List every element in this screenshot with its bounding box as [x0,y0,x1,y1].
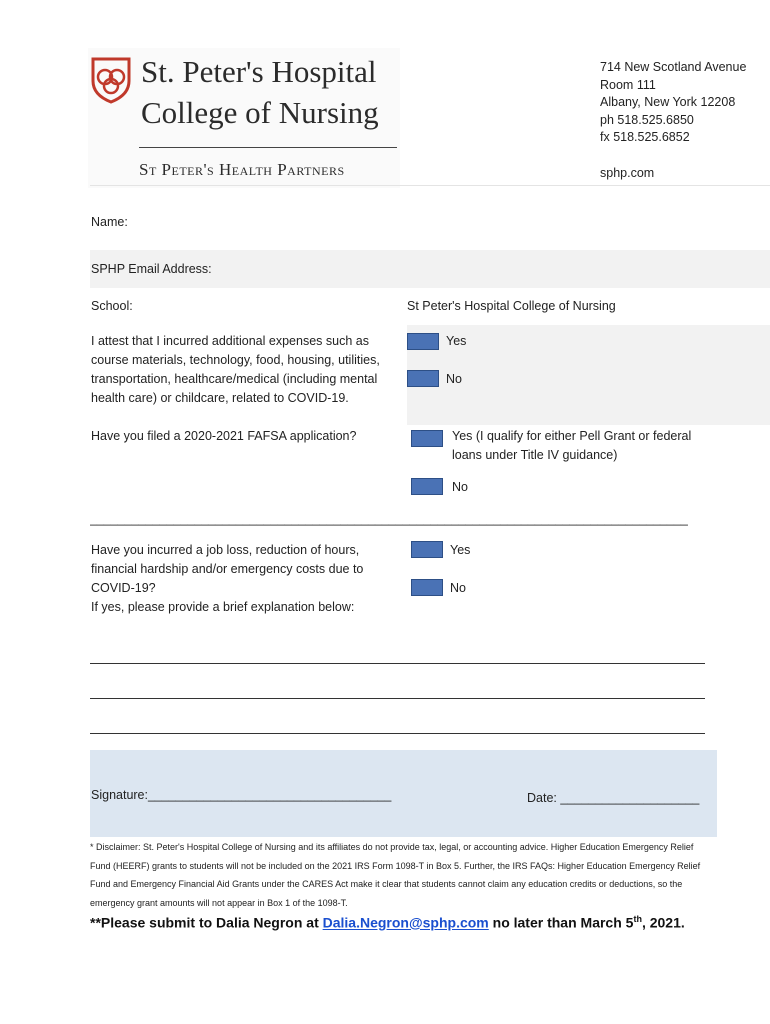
attest-no-checkbox[interactable] [407,370,439,387]
address-line: Albany, New York 12208 [600,95,736,110]
logo-divider [139,147,397,148]
hardship-question [91,541,363,617]
explanation-line-3[interactable] [90,733,705,734]
submit-middle: no later than March 5 [488,914,634,931]
hardship-no-checkbox[interactable] [411,579,443,596]
fafsa-question: Have you filed a 2020-2021 FAFSA application? [91,429,357,443]
disclaimer-text: * Disclaimer: St. Peter's Hospital College of Nursing and its affiliates do not provide tax, legal, or accounting advice. Higher Education Emergency Relief Fund (HEERF) grants to students will not be included on the 2021 IRS Form 1098-T in Box 5. Further, the IRS FAQs: Higher Education Emergency Relief Fund and Emergency Financial Aid Grants under the CARES Act make it clear that students cannot claim any education credits or deductions, so the emergency grant amounts will not appear in Box 1 of the 1098-T. [90,842,701,908]
attest-text: I attest that I incurred additional expenses such as course materials, technology, food, housing, utilities, transportation, healthcare/medical (including mental health care) or childcare, related to COVID-19. [91,334,380,405]
attest-no-label: No [446,372,462,386]
hardship-line-2: financial hardship and/or emergency costs due to [91,562,364,576]
hardship-yes-checkbox[interactable] [411,541,443,558]
address-line: ph 518.525.6850 [600,112,694,127]
logo-title-line2: College of Nursing [141,95,379,130]
hospital-emblem-icon [89,55,133,105]
hardship-line-4: If yes, please provide a brief explanation below: [91,600,355,614]
logo-title-line1: St. Peter's Hospital [141,54,377,89]
hardship-no-label: No [450,581,466,595]
address-line: Room 111 [600,77,656,92]
website-text: sphp.com [600,165,655,180]
submit-prefix: **Please submit to Dalia Negron at [90,914,323,931]
submit-suffix: , 2021. [641,914,685,931]
address-line: fx 518.525.6852 [600,130,690,145]
address-line: 714 New Scotland Avenue [600,60,747,74]
address-block [600,59,746,182]
fafsa-yes-label: Yes (I qualify for either Pell Grant or federal loans under Title IV guidance) [452,429,692,462]
hardship-line-3: COVID-19? [91,581,156,595]
name-label: Name: [91,215,128,229]
attest-yes-checkbox[interactable] [407,333,439,350]
header-separator [90,185,770,186]
school-label: School: [91,299,133,313]
contact-email-link[interactable]: Dalia.Negron@sphp.com [322,914,489,931]
email-label: SPHP Email Address: [91,262,212,276]
address-lines [600,59,746,147]
fafsa-no-label: No [452,480,468,494]
school-value: St Peter's Hospital College of Nursing [407,299,616,313]
explanation-line-2[interactable] [90,698,705,699]
explanation-line-1[interactable] [90,663,705,664]
logo-subtitle: St Peter's Health Partners [139,160,345,179]
submit-instruction [90,914,685,931]
submit-date-suffix: th [633,914,642,924]
attest-yes-label: Yes [446,334,467,348]
fafsa-no-checkbox[interactable] [411,478,443,495]
fafsa-yes-checkbox[interactable] [411,430,443,447]
section-separator: ______________________________________________________________________________________ [90,512,688,526]
hardship-yes-label: Yes [450,543,471,557]
hardship-line-1: Have you incurred a job loss, reduction of hours, [91,543,360,557]
logo-title [141,56,379,128]
date-field[interactable]: Date: ____________________ [527,791,700,805]
signature-field[interactable]: Signature:___________________________________ [91,788,392,802]
